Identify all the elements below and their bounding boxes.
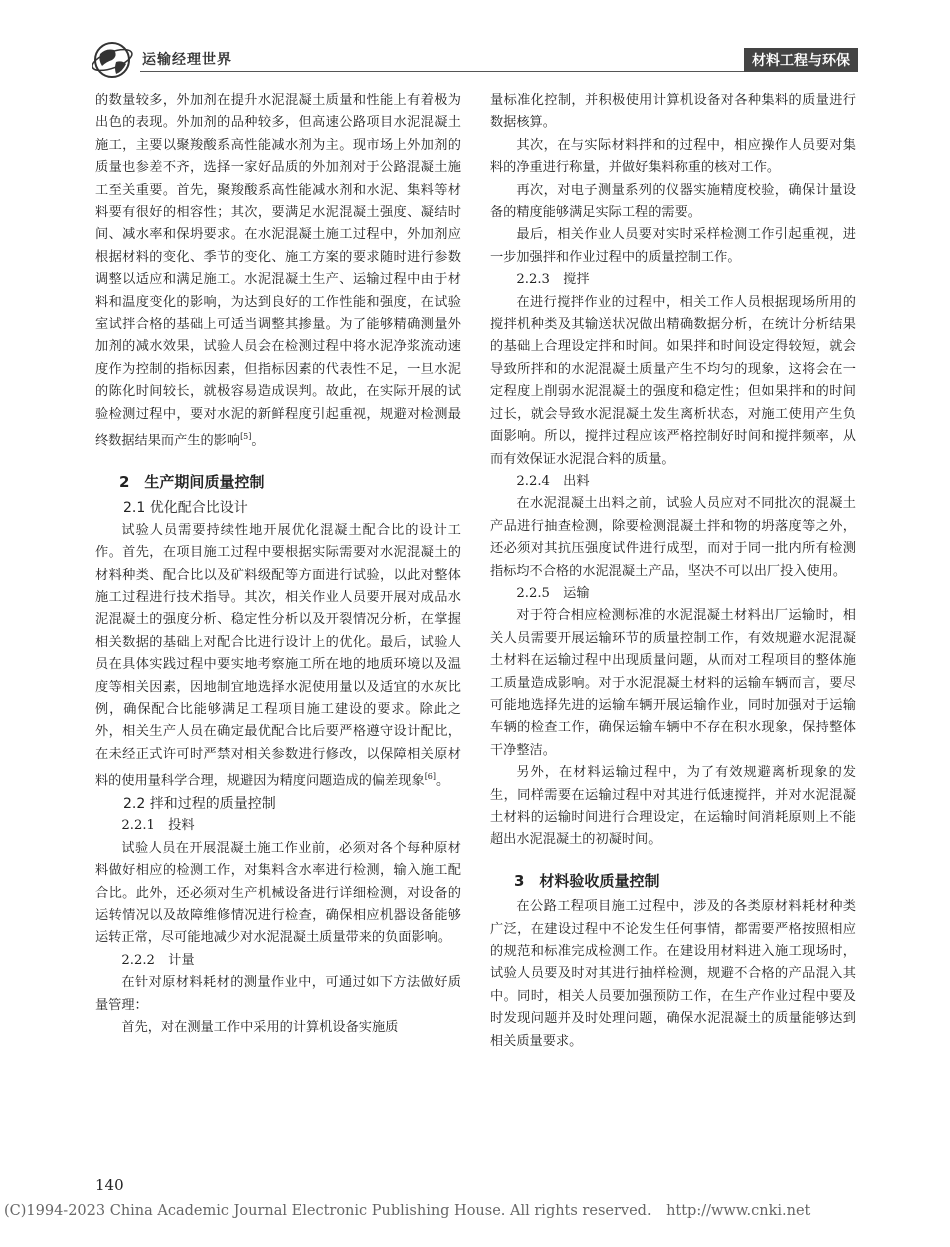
paragraph: 对于符合相应检测标准的水泥混凝土材料出厂运输时，相关人员需要开展运输环节的质量控制工作，有效规避水泥混凝土材料在运输过程中出现质量问题，从而对工程项目的整体施工质量造成影响。对于水泥混凝土材料的运输车辆而言，要尽可能地选择先进的运输车辆开展运输作业，同时加强对于运输车辆的检查工作，确保运输车辆中不存在积水现象，保持整体干净整洁。 (490, 608, 856, 758)
paragraph: 在针对原材料耗材的测量作业中，可通过如下方法做好质量管理： (95, 975, 461, 1013)
copyright-footer: (C)1994-2023 China Academic Journal Electronic Publishing House. All rights reserved. http://www.cnki.net (4, 1203, 811, 1219)
paragraph: 其次，在与实际材料拌和的过程中，相应操作人员要对集料的净重进行称量，并做好集料称重的核对工作。 (490, 137, 856, 176)
subsubsection-heading: 2.2.2 计量 (121, 952, 195, 968)
citation: [6] (424, 772, 437, 782)
subsubsection-heading: 2.2.4 出料 (516, 473, 590, 489)
paragraph: 再次，对电子测量系列的仪器实施精度校验，确保计量设备的精度能够满足实际工程的需要。 (490, 182, 856, 221)
subsubsection-heading: 2.2.1 投料 (121, 818, 195, 834)
citation: [5] (240, 432, 252, 442)
globe-logo-icon (92, 40, 134, 80)
subsection-heading: 2.2 拌和过程的质量控制 (123, 795, 276, 812)
subsection-heading: 2.1 优化配合比设计 (123, 500, 248, 517)
paragraph: 在水泥混凝土出料之前，试验人员应对不同批次的混凝土产品进行抽查检测，除要检测混凝土拌和物的坍落度等之外，还必须对其抗压强度试件进行成型，而对于同一批内所有检测指标均不合格的水泥混凝土产品，坚决不可以出厂投入使用。 (490, 496, 856, 579)
punctuation: 。 (251, 433, 265, 449)
subsubsection-heading: 2.2.3 搅拌 (516, 272, 590, 288)
punctuation: 。 (436, 773, 450, 789)
journal-name: 运输经理世界 (142, 52, 232, 68)
subsubsection-heading: 2.2.5 运输 (516, 585, 590, 601)
paragraph (95, 90, 461, 453)
paragraph: 首先，对在测量工作中采用的计算机设备实施质 (121, 1020, 399, 1036)
paragraph-text: 试验人员需要持续性地开展优化混凝土配合比的设计工作。首先，在项目施工过程中要根据实际需要对水泥混凝土的材料种类、配合比以及矿料级配等方面进行试验，以此对整体施工过程进行技术指导。其次，相关作业人员要开展对成品水泥混凝土的强度分析、稳定性分析以及开裂情况分析，在掌握相关数据的基础上对配合比进行设计上的优化。最后，试验人员在具体实践过程中要实地考察施工所在地的地质环境以及温度等相关因素，因地制宜地选择水泥使用量以及适宜的水灰比例，确保配合比能够满足工程项目施工建设的要求。除此之外，相关生产人员在确定最优配合比后要严格遵守设计配比，在未经正式许可时严禁对相关参数进行修改，以保障相关原材料的使用量科学合理，规避因为精度问题造成的偏差现象 (95, 522, 461, 789)
right-column (490, 90, 856, 1053)
section-heading: 2 生产期间质量控制 (119, 472, 265, 491)
section-heading: 3 材料验收质量控制 (514, 871, 660, 890)
paragraph: 在公路工程项目施工过程中，涉及的各类原材料耗材种类广泛，在建设过程中不论发生任何事情，都需要严格按照相应的规范和标准完成检测工作。在建设用材料进入施工现场时，试验人员要及时对其进行抽样检测，规避不合格的产品混入其中。同时，相关人员要加强预防工作，在生产作业过程中要及时发现问题并及时处理问题，确保水泥混凝土的质量能够达到相关质量要求。 (490, 899, 856, 1049)
paragraph (95, 520, 461, 793)
paragraph: 另外，在材料运输过程中，为了有效规避离析现象的发生，同样需要在运输过程中对其进行低速搅拌，并对水泥混凝土材料的运输时间进行合理设定，在运输时间消耗原则上不能超出水泥混凝土的初凝时间。 (490, 765, 856, 848)
paragraph: 在进行搅拌作业的过程中，相关工作人员根据现场所用的搅拌机种类及其输送状况做出精确数据分析，在统计分析结果的基础上合理设定拌和时间。如果拌和时间设定得较短，就会导致所拌和的水泥混凝土质量产生不均匀的现象，这将会在一定程度上削弱水泥混凝土的强度和稳定性；但如果拌和的时间过长，就会导致水泥混凝土发生离析状态，对施工使用产生负面影响。所以，搅拌过程应该严格控制好时间和搅拌频率，从而有效保证水泥混合料的质量。 (490, 294, 856, 467)
left-column (95, 90, 461, 1039)
paragraph-text: 的数量较多，外加剂在提升水泥混凝土质量和性能上有着极为出色的表现。外加剂的品种较多，但高速公路项目水泥混凝土施工，主要以聚羧酸系高性能减水剂为主。现市场上外加剂的质量也参差不齐，选择一家好品质的外加剂对于公路混凝土施工至关重要。首先，聚羧酸系高性能减水剂和水泥、集料等材料要有很好的相容性；其次，要满足水泥混凝土强度、凝结时间、减水率和保坍要求。在水泥混凝土施工过程中，外加剂应根据材料的变化、季节的变化、施工方案的要求随时进行参数调整以适应和满足施工。水泥混凝土生产、运输过程中由于材料和温度变化的影响，为达到良好的工作性能和强度，在试验室试拌合格的基础上可适当调整其掺量。为了能够精确测量外加剂的减水效果，试验人员会在检测过程中将水泥净浆流动速度作为控制的指标因素，但指标因素的代表性不足，一旦水泥的陈化时间较长，就极容易造成误判。故此，在实际开展的试验检测过程中，要对水泥的新鲜程度引起重视，规避对检测最终数据结果而产生的影响 (95, 93, 461, 449)
page-number: 140 (95, 1176, 124, 1194)
page-header (92, 40, 858, 80)
paragraph: 最后，相关作业人员要对实时采样检测工作引起重视，进一步加强拌和作业过程中的质量控制工作。 (490, 227, 856, 265)
section-tag: 材料工程与环保 (744, 48, 858, 72)
paragraph: 试验人员在开展混凝土施工作业前，必须对各个每种原材料做好相应的检测工作，对集料含水率进行检测，输入施工配合比。此外，还必须对生产机械设备进行详细检测，对设备的运转情况以及故障维修情况进行检查，确保相应机器设备能够运转正常，尽可能地减少对水泥混凝土质量带来的负面影响。 (95, 840, 461, 946)
paragraph: 量标准化控制，并积极使用计算机设备对各种集料的质量进行数据核算。 (490, 93, 856, 131)
